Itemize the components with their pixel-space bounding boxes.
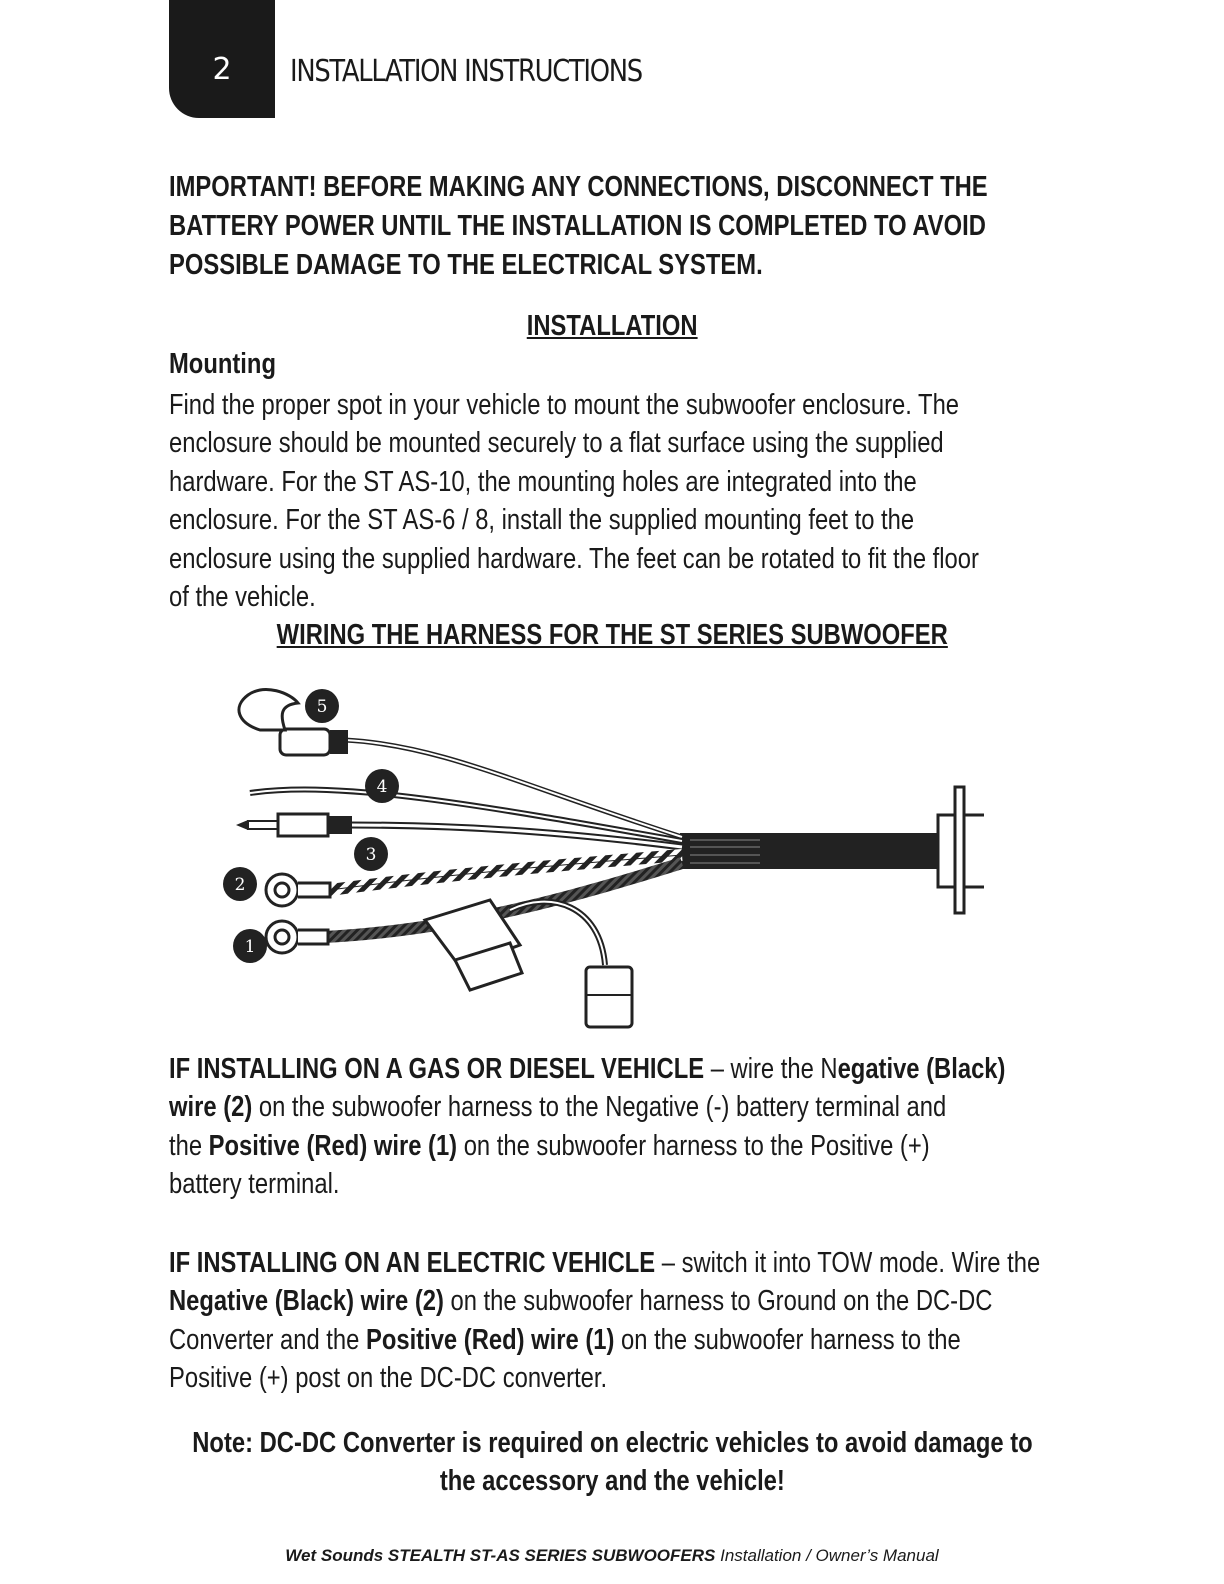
gas-vehicle-paragraph: IF INSTALLING ON A GAS OR DIESEL VEHICLE – wire the Negative (Black) wire (2) on the subwoofer harness to the Negative (-) battery terminal and the Positive (Red) wire (1) on the subwoofer harness to the Positive (+) battery terminal. — [169, 1053, 1006, 1201]
fuse-holder — [425, 900, 632, 1027]
dc-dc-note: Note: DC-DC Converter is required on electric vehicles to avoid damage to the accessory and the vehicle! — [191, 1427, 1033, 1497]
callout-1 — [233, 929, 267, 963]
important-warning: IMPORTANT! BEFORE MAKING ANY CONNECTIONS, DISCONNECT THE BATTERY POWER UNTIL THE INSTALLATION IS COMPLETED TO AVOID POSSIBLE DAMAGE TO THE ELECTRICAL SYSTEM. — [169, 171, 988, 281]
callout-2 — [223, 867, 257, 901]
page-number-tab — [169, 0, 275, 118]
page-title: INSTALLATION INSTRUCTIONS — [290, 54, 642, 89]
callout-5 — [305, 689, 339, 723]
svg-text:5: 5 — [316, 697, 328, 717]
callout-4 — [365, 769, 399, 803]
wiring-harness-diagram — [220, 675, 1000, 1035]
svg-text:1: 1 — [244, 937, 256, 957]
harness-flange — [938, 787, 984, 913]
wiring-heading: WIRING THE HARNESS FOR THE ST SERIES SUBWOOFER — [276, 619, 948, 651]
harness-sleeve — [680, 833, 950, 869]
electric-vehicle-paragraph: IF INSTALLING ON AN ELECTRIC VEHICLE – switch it into TOW mode. Wire the Negative (Black) wire (2) on the subwoofer harness to Ground on the DC-DC Converter and the Positive (Red) wire (1) on the subwoofer harness to the Positive (+) post on the DC-DC converter. — [169, 1247, 1041, 1395]
page-footer: Wet Sounds STEALTH ST-AS SERIES SUBWOOFERS Installation / Owner’s Manual — [285, 1546, 939, 1565]
callout-3 — [354, 837, 388, 871]
mounting-paragraph: Find the proper spot in your vehicle to mount the subwoofer enclosure. The enclosure should be mounted securely to a flat surface using the supplied hardware. For the ST AS-10, the mounting holes are integrated into the enclosure. For the ST AS-6 / 8, install the supplied mounting feet to the enclosure using the supplied hardware. The feet can be rotated to fit the floor of the vehicle. — [169, 389, 979, 614]
page-number: 2 — [212, 52, 232, 87]
svg-text:2: 2 — [234, 875, 246, 895]
mounting-heading: Mounting — [169, 348, 276, 380]
svg-text:4: 4 — [376, 777, 388, 797]
svg-text:3: 3 — [365, 845, 377, 865]
installation-heading: INSTALLATION — [526, 310, 698, 342]
